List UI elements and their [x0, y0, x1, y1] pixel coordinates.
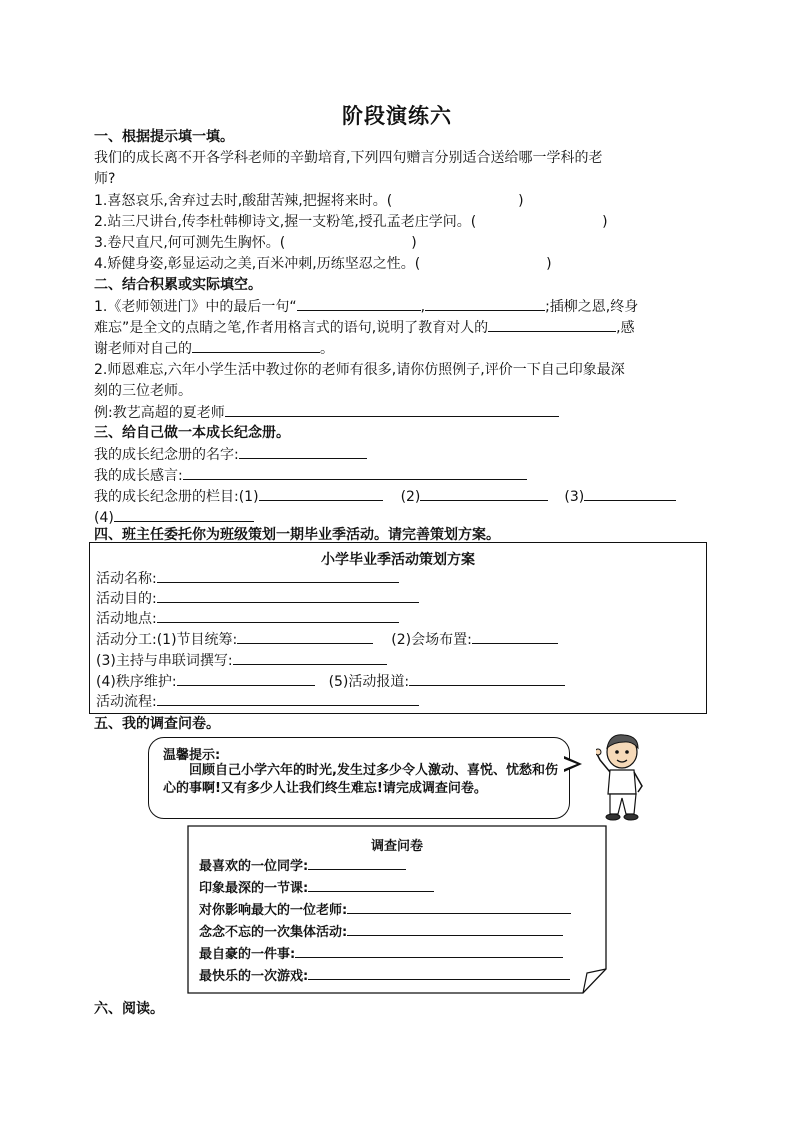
plan-name-row [96, 569, 399, 589]
tip-bubble [148, 737, 570, 819]
tip-title: 温馨提示: [163, 748, 221, 763]
question-2-1-line3 [94, 339, 334, 359]
section-6-heading: 六、阅读。 [94, 1001, 164, 1017]
plan-box [89, 542, 707, 714]
plan-process-row [96, 692, 419, 712]
plan-order-row [96, 672, 565, 692]
survey-row-proud [199, 943, 563, 962]
question-2-1-text-b: , [420, 299, 426, 315]
answer-blank-2-1c[interactable] [488, 318, 616, 332]
answer-blank-2-1b[interactable] [425, 297, 545, 311]
section-1-intro-line1: 我们的成长离不开各学科老师的辛勤培育,下列四句赠言分别适合送给哪一学科的老 [94, 150, 603, 166]
question-2-2-line2: 刻的三位老师。 [94, 383, 192, 399]
question-1-2-text: 2.站三尺讲台,传李杜韩柳诗文,握一支粉笔,授孔孟老庄学问。( [94, 214, 477, 230]
album-columns-label: 我的成长纪念册的栏目:(1) [94, 489, 259, 505]
answer-blank-2-1a[interactable] [297, 297, 421, 311]
survey-label-lesson: 印象最深的一节课: [199, 881, 309, 896]
plan-name-label: 活动名称: [96, 571, 157, 587]
close-paren: ) [411, 235, 417, 251]
section-4-heading: 四、班主任委托你为班级策划一期毕业季活动。请完善策划方案。 [94, 527, 500, 543]
album-columns-row [94, 487, 676, 507]
plan-host-label: (3)主持与串联词撰写: [96, 653, 233, 669]
survey-label-proud: 最自豪的一件事: [199, 947, 296, 962]
plan-host-row [96, 651, 387, 671]
question-2-1-text-c: ;插柳之恩,终身 [545, 299, 639, 315]
close-paren: ) [602, 214, 608, 230]
album-column-4-label: (4) [94, 510, 114, 526]
survey-label-classmate: 最喜欢的一位同学: [199, 859, 309, 874]
survey-title: 调查问卷 [370, 839, 423, 854]
survey-label-teacher: 对你影响最大的一位老师: [199, 903, 348, 918]
album-column-3-blank[interactable] [584, 487, 676, 501]
plan-program-blank[interactable] [237, 630, 373, 644]
section-5-heading: 五、我的调查问卷。 [94, 716, 220, 732]
question-2-1-text-a: 1.《老师领进门》中的最后一句“ [94, 299, 297, 315]
answer-blank-2-1d[interactable] [192, 339, 320, 353]
album-name-blank[interactable] [239, 445, 367, 459]
question-2-1-line2 [94, 318, 635, 338]
plan-place-blank[interactable] [157, 609, 399, 623]
album-feeling-row [94, 466, 527, 486]
survey-row-activity [199, 921, 563, 940]
plan-name-blank[interactable] [157, 569, 399, 583]
bubble-tail-inner [562, 758, 577, 770]
survey-row-lesson [199, 877, 434, 896]
album-column-3-label: (3) [564, 489, 585, 505]
section-3-heading: 三、给自己做一本成长纪念册。 [94, 425, 290, 441]
question-1-3-text: 3.卷尺直尺,何可测先生胸怀。( [94, 235, 286, 251]
plan-process-blank[interactable] [157, 692, 419, 706]
question-2-2-example [94, 403, 559, 423]
survey-label-activity: 念念不忘的一次集体活动: [199, 925, 348, 940]
close-paren: ) [546, 256, 552, 272]
plan-venue-label: (2)会场布置: [391, 632, 472, 648]
section-1-heading: 一、根据提示填一填。 [94, 129, 234, 145]
album-column-4-blank[interactable] [114, 508, 254, 522]
plan-place-row [96, 609, 399, 629]
plan-purpose-label: 活动目的: [96, 591, 157, 607]
survey-row-game [199, 965, 570, 984]
question-1-1-text: 1.喜怒哀乐,舍弃过去时,酸甜苦辣,把握将来时。( [94, 193, 393, 209]
plan-box-title: 小学毕业季活动策划方案 [321, 552, 475, 568]
album-column-4-row [94, 508, 254, 528]
question-1-4 [94, 255, 552, 274]
question-2-1-text-g: 。 [320, 341, 334, 357]
plan-division-row [96, 630, 558, 650]
question-2-1-text-d: 难忘”是全文的点睛之笔,作者用格言式的语句,说明了教育对人的 [94, 320, 489, 336]
question-2-1-text-e: ,感 [616, 320, 635, 336]
plan-process-label: 活动流程: [96, 694, 157, 710]
question-2-1-text-f: 谢老师对自己的 [94, 341, 192, 357]
survey-blank-activity[interactable] [347, 922, 563, 936]
plan-host-blank[interactable] [233, 651, 387, 665]
plan-order-blank[interactable] [177, 672, 315, 686]
section-2-heading: 二、结合积累或实际填空。 [94, 277, 262, 293]
album-column-2-label: (2) [400, 489, 421, 505]
album-column-2-blank[interactable] [420, 487, 548, 501]
survey-blank-teacher[interactable] [347, 900, 571, 914]
cartoon-boy-icon [596, 730, 652, 822]
answer-blank-2-2[interactable] [225, 403, 559, 417]
survey-blank-lesson[interactable] [308, 878, 434, 892]
survey-blank-proud[interactable] [295, 944, 563, 958]
album-column-1-blank[interactable] [259, 487, 383, 501]
question-1-4-text: 4.矫健身姿,彰显运动之美,百米冲刺,历练坚忍之性。( [94, 256, 421, 272]
close-paren: ) [518, 193, 524, 209]
plan-order-label: (4)秩序维护: [96, 674, 177, 690]
page-title: 阶段演练六 [342, 104, 452, 128]
question-1-1 [94, 192, 524, 211]
plan-venue-blank[interactable] [472, 630, 558, 644]
plan-report-label: (5)活动报道: [328, 674, 410, 690]
album-feeling-blank[interactable] [183, 466, 527, 480]
album-name-label: 我的成长纪念册的名字: [94, 447, 239, 463]
plan-purpose-row [96, 589, 419, 609]
tip-body: 回顾自己小学六年的时光,发生过多少令人激动、喜悦、忧愁和伤心的事啊!又有多少人让我们终生难忘!请完成调查问卷。 [163, 763, 558, 796]
plan-purpose-blank[interactable] [157, 589, 419, 603]
question-1-3 [94, 234, 417, 253]
question-2-2-line1: 2.师恩难忘,六年小学生活中教过你的老师有很多,请你仿照例子,评价一下自己印象最深 [94, 362, 625, 378]
survey-blank-game[interactable] [308, 966, 570, 980]
plan-place-label: 活动地点: [96, 611, 157, 627]
question-1-2 [94, 213, 608, 232]
section-1-intro-line2: 师? [94, 171, 116, 187]
survey-label-game: 最快乐的一次游戏: [199, 969, 309, 984]
survey-blank-classmate[interactable] [308, 856, 406, 870]
plan-report-blank[interactable] [409, 672, 565, 686]
album-name-row [94, 445, 367, 465]
survey-card [187, 825, 607, 993]
plan-division-label: 活动分工:(1)节目统筹: [96, 632, 238, 648]
question-2-1-line1 [94, 297, 638, 317]
album-feeling-label: 我的成长感言: [94, 468, 183, 484]
survey-row-teacher [199, 899, 571, 918]
example-text: 例:教艺高超的夏老师 [94, 405, 225, 421]
survey-row-classmate [199, 855, 406, 874]
